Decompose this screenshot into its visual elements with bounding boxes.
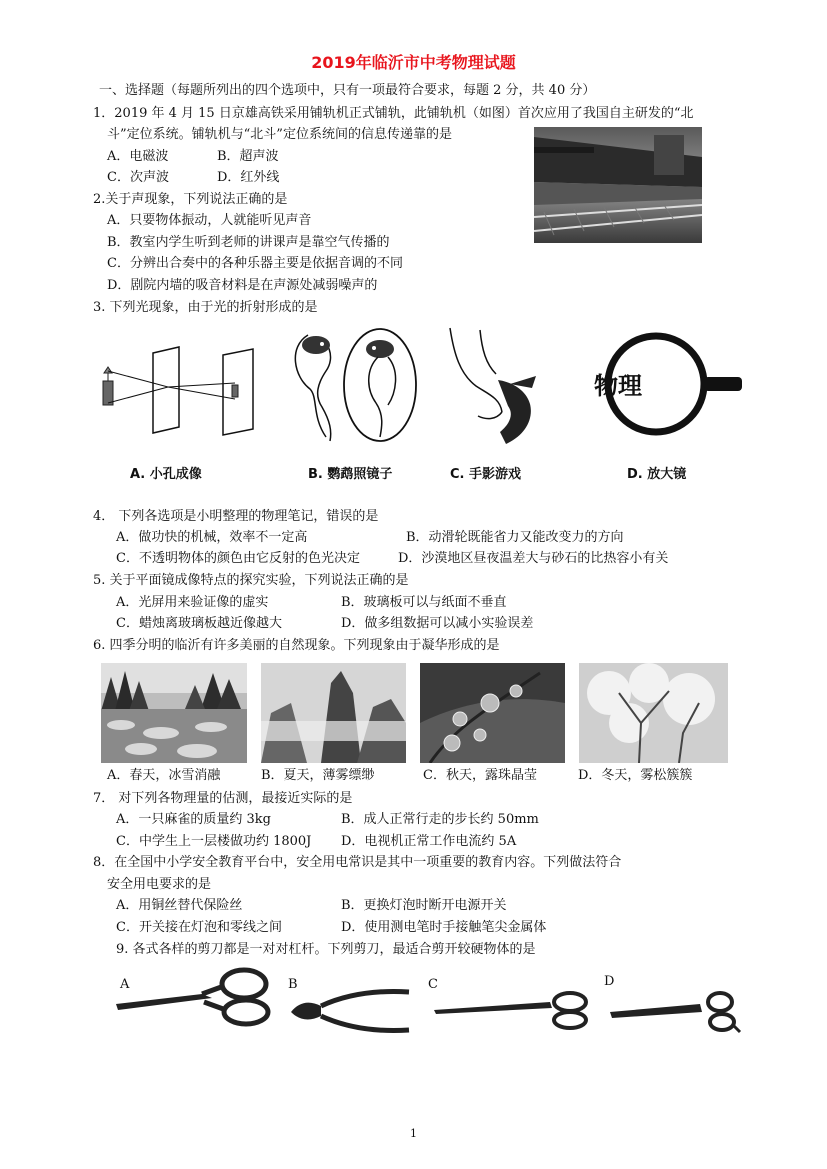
autumn-dew-photo [420,663,565,763]
q3-caption-b: B. 鹦鹉照镜子 [308,467,393,482]
winter-rime-photo [579,663,728,763]
parrot-mirror-figure [288,327,418,445]
q3-stem: 3. 下列光现象，由于光的折射形成的是 [93,300,318,315]
q8-option-b: B．更换灯泡时断开电源开关 [341,898,507,913]
q9-label-a: A [120,977,130,992]
q1-option-c: C．次声波 [107,170,169,185]
q8-option-c: C．开关接在灯泡和零线之间 [116,920,282,935]
q9-stem: 9. 各式各样的剪刀都是一对对杠杆。下列剪刀，最适合剪开较硬物体的是 [116,942,536,957]
q1-option-d: D．红外线 [217,170,280,185]
q7-option-d: D．电视机正常工作电流约 5A [341,834,517,849]
q8-option-d: D．使用测电笔时手接触笔尖金属体 [341,920,547,935]
page-title: 2019年临沂市中考物理试题 [311,53,516,72]
q7-option-c: C．中学生上一层楼做功约 1800J [116,834,312,849]
pinhole-camera-figure [95,343,270,438]
scissors-b-icon [287,988,412,1038]
q5-option-c: C．蜡烛离玻璃板越近像越大 [116,616,282,631]
q1-stem-line2: 斗”定位系统。铺轨机与“北斗”定位系统间的信息传递靠的是 [107,127,452,142]
q7-stem: 7． 对下列各物理量的估测，最接近实际的是 [93,791,353,806]
q2-stem: 2.关于声现象，下列说法正确的是 [93,192,288,207]
q2-option-c: C．分辨出合奏中的各种乐器主要是依据音调的不同 [107,256,403,271]
q6-option-d: D．冬天，雾松簇簇 [578,768,693,783]
q5-option-d: D．做多组数据可以减小实验误差 [341,616,534,631]
hand-shadow-figure [440,324,550,449]
q1-stem-line1: 1．2019 年 4 月 15 日京雄高铁采用铺轨机正式铺轨，此铺轨机（如图）首次应用了我国自主研发的“北 [93,106,694,121]
q2-option-b: B．教室内学生听到老师的讲课声是靠空气传播的 [107,235,390,250]
scissors-a-icon [112,964,272,1030]
q1-option-b: B．超声波 [217,149,279,164]
q4-option-c: C．不透明物体的颜色由它反射的色光决定 [116,551,360,566]
q1-option-a: A．电磁波 [107,149,169,164]
q3-caption-a: A. 小孔成像 [130,467,202,482]
q7-option-a: A．一只麻雀的质量约 3kg [116,812,271,827]
q6-option-a: A．春天，冰雪消融 [107,768,221,783]
q2-option-a: A．只要物体振动，人就能听见声音 [107,213,312,228]
section-header: 一、选择题（每题所列出的四个选项中，只有一项最符合要求，每题 2 分，共 40 分） [99,83,596,98]
q9-label-d: D [604,974,615,989]
q5-option-a: A．光屏用来验证像的虚实 [116,595,269,610]
page-number: 1 [410,1127,417,1140]
q4-option-b: B．动滑轮既能省力又能改变力的方向 [406,530,624,545]
spring-snowmelt-photo [101,663,247,763]
q7-option-b: B．成人正常行走的步长约 50mm [341,812,539,827]
scissors-d-icon [608,990,743,1035]
q5-stem: 5. 关于平面镜成像特点的探究实验，下列说法正确的是 [93,573,409,588]
q3-caption-d: D. 放大镜 [627,467,687,482]
q8-option-a: A．用铜丝替代保险丝 [116,898,243,913]
svg-text:物理: 物理 [594,372,642,400]
q5-option-b: B．玻璃板可以与纸面不垂直 [341,595,507,610]
magnifier-figure [588,327,743,442]
q8-stem-line2: 安全用电要求的是 [107,877,212,892]
q2-option-d: D．剧院内墙的吸音材料是在声源处减弱噪声的 [107,278,378,293]
q6-option-b: B．夏天，薄雾缥缈 [261,768,375,783]
summer-mist-photo [261,663,406,763]
q8-stem-line1: 8．在全国中小学安全教育平台中，安全用电常识是其中一项重要的教育内容。下列做法符合 [93,855,622,870]
q4-option-a: A．做功快的机械，效率不一定高 [116,530,308,545]
q6-option-c: C．秋天，露珠晶莹 [423,768,537,783]
q9-label-b: B [288,977,298,992]
q4-stem: 4． 下列各选项是小明整理的物理笔记，错误的是 [93,509,379,524]
q9-label-c: C [428,977,438,992]
q6-stem: 6. 四季分明的临沂有许多美丽的自然现象。下列现象由于凝华形成的是 [93,638,500,653]
q4-option-d: D．沙漠地区昼夜温差大与砂石的比热容小有关 [398,551,669,566]
scissors-c-icon [432,990,590,1030]
q3-caption-c: C. 手影游戏 [450,467,522,482]
track-laying-machine-photo [534,127,702,243]
